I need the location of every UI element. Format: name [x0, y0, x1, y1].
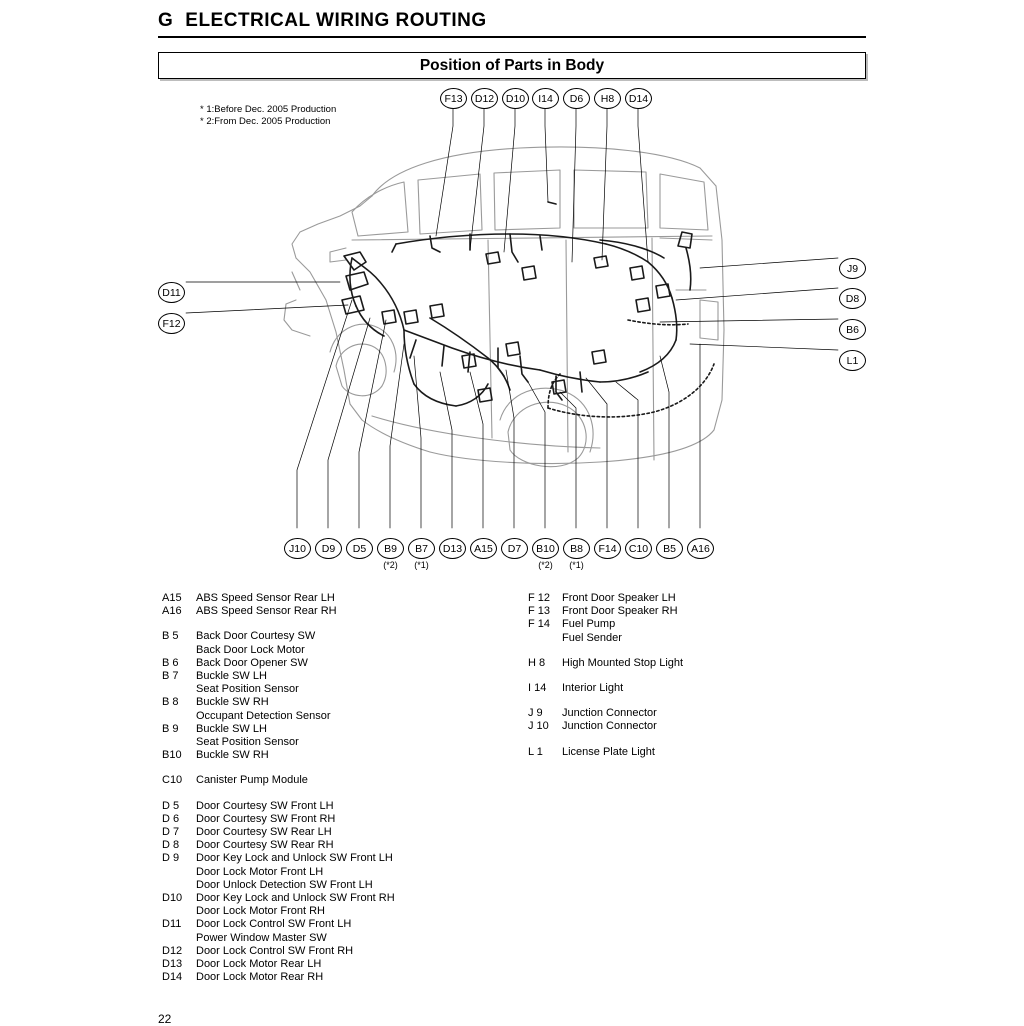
legend-subtext: Seat Position Sensor: [196, 683, 299, 696]
legend-spacer: [528, 670, 868, 682]
legend-code: B 7: [162, 670, 179, 683]
legend-subtext: Door Unlock Detection SW Front LH: [196, 878, 373, 891]
legend-row: [162, 813, 522, 826]
callout-b9[interactable]: B9: [377, 538, 404, 559]
legend-text: Interior Light: [562, 682, 624, 695]
legend-code: D13: [162, 958, 183, 971]
callout-d7[interactable]: D7: [501, 538, 528, 559]
legend-subtext: Back Door Lock Motor: [196, 643, 305, 656]
legend-code: D11: [162, 918, 182, 931]
legend-code: B 9: [162, 722, 179, 735]
legend-code: D12: [162, 944, 183, 957]
legend-code: C10: [162, 774, 183, 787]
legend-row: [162, 592, 522, 605]
legend-code: D 5: [162, 799, 180, 812]
legend-code: F 13: [528, 605, 551, 618]
legend-code: F 14: [528, 618, 551, 631]
header-rule: [158, 36, 866, 38]
section-letter: G: [158, 10, 174, 31]
legend-text: Door Lock Control SW Front RH: [196, 944, 354, 957]
legend-code: B 6: [162, 656, 179, 669]
callout-f14[interactable]: F14: [594, 538, 621, 559]
legend-row: [162, 774, 522, 787]
callout-d5[interactable]: D5: [346, 538, 373, 559]
legend-column-right: [528, 592, 868, 759]
legend-code: J 10: [528, 720, 549, 733]
legend-code: I 14: [528, 682, 547, 695]
legend-code: A16: [162, 605, 182, 618]
legend-subtext: Occupant Detection Sensor: [196, 709, 331, 722]
callout-b5[interactable]: B5: [656, 538, 683, 559]
legend-row: [162, 826, 522, 839]
legend-spacer: [162, 618, 522, 630]
callout-d13[interactable]: D13: [439, 538, 466, 559]
legend-text: License Plate Light: [562, 745, 655, 758]
legend-text: Back Door Opener SW: [196, 656, 308, 669]
page-number: 22: [158, 1012, 172, 1026]
callout-b7-note: (*1): [414, 560, 429, 570]
legend-code: D 7: [162, 826, 180, 839]
legend-row: [528, 618, 868, 631]
callout-d8[interactable]: D8: [839, 288, 866, 309]
legend-spacer: [528, 645, 868, 657]
legend-code: L 1: [528, 745, 543, 758]
legend-row: [162, 918, 522, 931]
legend-text: Door Key Lock and Unlock SW Front LH: [196, 852, 393, 865]
legend-row: [162, 696, 522, 709]
legend-row: [528, 682, 868, 695]
legend-row: [162, 958, 522, 971]
legend-row: [528, 746, 868, 759]
callout-d9[interactable]: D9: [315, 538, 342, 559]
footnotes: [200, 104, 336, 128]
page-header: [158, 10, 866, 38]
legend-row: [528, 605, 868, 618]
legend-row: [162, 749, 522, 762]
callout-b6[interactable]: B6: [839, 319, 866, 340]
legend-code: D 9: [162, 852, 180, 865]
legend-text: Canister Pump Module: [196, 774, 308, 787]
callout-d14[interactable]: D14: [625, 88, 652, 109]
footnote-1: * 1:Before Dec. 2005 Production: [200, 104, 337, 115]
legend-text: Door Lock Motor Rear LH: [196, 958, 322, 971]
legend-row: [162, 892, 522, 905]
legend-column-left: [162, 592, 522, 984]
legend-subtext: Power Window Master SW: [196, 931, 327, 944]
legend-subtext: Door Lock Motor Front LH: [196, 865, 324, 878]
legend-row: [528, 592, 868, 605]
legend-text: ABS Speed Sensor Rear RH: [196, 605, 337, 618]
legend-row: [162, 723, 522, 736]
legend-text: ABS Speed Sensor Rear LH: [196, 592, 335, 604]
legend-text: Front Door Speaker RH: [562, 605, 678, 618]
legend-row: [162, 670, 522, 683]
legend-row: [162, 839, 522, 852]
legend-code: D 6: [162, 812, 180, 825]
legend-code: D14: [162, 971, 183, 984]
legend-code: D 8: [162, 839, 180, 852]
callout-a15[interactable]: A15: [470, 538, 497, 559]
legend-text: Door Courtesy SW Rear RH: [196, 839, 334, 852]
legend-code: A15: [162, 592, 182, 604]
legend-text: Door Courtesy SW Front LH: [196, 799, 334, 812]
legend-text: High Mounted Stop Light: [562, 656, 684, 669]
legend-row: [162, 945, 522, 958]
legend-row: [528, 657, 868, 670]
legend-subtext: Seat Position Sensor: [196, 736, 299, 749]
callout-a16[interactable]: A16: [687, 538, 714, 559]
legend-text: Back Door Courtesy SW: [196, 630, 316, 643]
callout-c10[interactable]: C10: [625, 538, 652, 559]
legend-text: Fuel Pump: [562, 618, 616, 631]
legend-text: Buckle SW RH: [196, 749, 269, 762]
callout-b10[interactable]: B10: [532, 538, 559, 559]
legend-code: B 5: [162, 630, 179, 643]
legend-code: J 9: [528, 707, 543, 720]
section-title-text: ELECTRICAL WIRING ROUTING: [185, 10, 487, 31]
legend-code: H 8: [528, 656, 546, 669]
legend-subtext: Fuel Sender: [562, 631, 622, 644]
callout-b8-note: (*1): [569, 560, 584, 570]
callout-d6[interactable]: D6: [563, 88, 590, 109]
legend-row: [162, 657, 522, 670]
legend-row: [528, 720, 868, 733]
legend-code: B10: [162, 749, 182, 762]
legend-text: Junction Connector: [562, 720, 657, 733]
legend-code: F 12: [528, 592, 551, 604]
callout-d11[interactable]: D11: [158, 282, 185, 303]
legend-code: B 8: [162, 696, 179, 709]
section-title-box: [158, 52, 866, 79]
legend-spacer: [162, 762, 522, 774]
callout-b8[interactable]: B8: [563, 538, 590, 559]
page-title: [158, 10, 866, 36]
callout-j10[interactable]: J10: [284, 538, 311, 559]
legend-row: [162, 852, 522, 865]
legend-code: D10: [162, 892, 183, 905]
legend-spacer: [528, 695, 868, 707]
legend-row: [162, 630, 522, 643]
legend-text: Front Door Speaker LH: [562, 592, 676, 604]
legend-text: Door Courtesy SW Front RH: [196, 812, 336, 825]
legend-text: Buckle SW LH: [196, 722, 267, 735]
legend-spacer: [162, 788, 522, 800]
callout-l1[interactable]: L1: [839, 350, 866, 371]
legend-text: Door Key Lock and Unlock SW Front RH: [196, 892, 395, 905]
legend-text: Door Lock Control SW Front LH: [196, 918, 352, 931]
callout-i14[interactable]: I14: [532, 88, 559, 109]
legend-text: Door Courtesy SW Rear LH: [196, 826, 332, 839]
legend-text: Buckle SW RH: [196, 696, 269, 709]
callout-h8[interactable]: H8: [594, 88, 621, 109]
legend-row: [162, 605, 522, 618]
legend-text: Door Lock Motor Rear RH: [196, 971, 324, 984]
legend-spacer: [528, 734, 868, 746]
callout-f13[interactable]: F13: [440, 88, 467, 109]
callout-b10-note: (*2): [538, 560, 553, 570]
legend-text: Junction Connector: [562, 707, 657, 720]
callout-d12[interactable]: D12: [471, 88, 498, 109]
legend-row: [528, 707, 868, 720]
footnote-2: * 2:From Dec. 2005 Production: [200, 116, 331, 127]
legend-subtext: Door Lock Motor Front RH: [196, 905, 325, 918]
callout-b9-note: (*2): [383, 560, 398, 570]
section-box-label: Position of Parts in Body: [419, 57, 605, 74]
callout-b7[interactable]: B7: [408, 538, 435, 559]
legend-text: Buckle SW LH: [196, 670, 267, 683]
legend-row: [162, 800, 522, 813]
callout-f12[interactable]: F12: [158, 313, 185, 334]
callout-j9[interactable]: J9: [839, 258, 866, 279]
callout-d10[interactable]: D10: [502, 88, 529, 109]
legend-row: [162, 971, 522, 984]
